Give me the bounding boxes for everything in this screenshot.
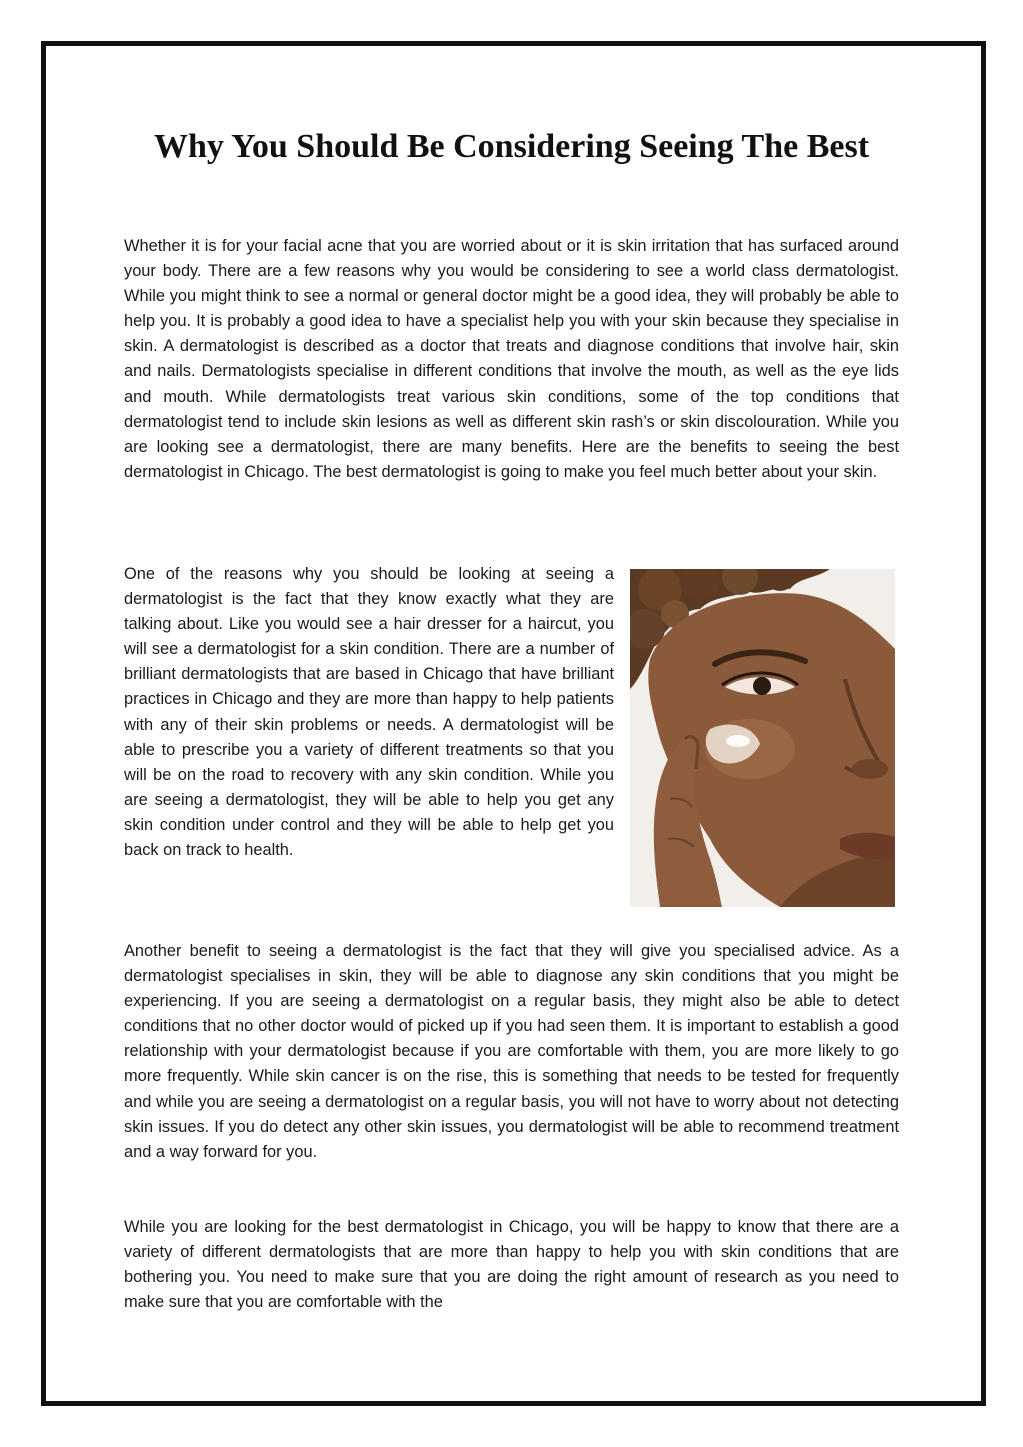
face-illustration-icon (630, 569, 895, 907)
paragraph-specialised-advice: Another benefit to seeing a dermatologist is the fact that they will give you specialised advice. As a dermatologist specialises in skin, they will be able to diagnose any skin conditions that you might be experiencing. If you are seeing a dermatologist on a regular basis, they might also be able to detect conditions that no other doctor would of picked up if you had seen them. It is important to establish a good relationship with your dermatologist because if you are comfortable with them, you are more likely to go more frequently. While skin cancer is on the rise, this is something that needs to be tested for frequently and while you are seeing a dermatologist on a regular basis, you will not have to worry about not detecting skin issues. If you do detect any other skin issues, you dermatologist will be able to recommend treatment and a way forward for you. (124, 942, 899, 1161)
woman-applying-skin-cream-photo (630, 569, 895, 907)
page-title: Why You Should Be Considering Seeing The Best (153, 128, 870, 165)
paragraph-intro: Whether it is for your facial acne that you are worried about or it is skin irritation that has surfaced around your body. There are a few reasons why you would be considering to see a world class dermatologist. While you might think to see a normal or general doctor might be a good idea, they will probably be able to help you. It is probably a good idea to have a specialist help you with your skin because they specialise in skin. A dermatologist is described as a doctor that treats and diagnose conditions that involve hair, skin and nails. Dermatologists specialise in different conditions that involve the mouth, as well as the eye lids and mouth. While dermatologists treat various skin conditions, some of the top conditions that dermatologist tend to include skin lesions as well as different skin rash’s or skin discolouration. While you are looking see a dermatologist, there are many benefits. Here are the benefits to seeing the best dermatologist in Chicago. The best dermatologist is going to make you feel much better about your skin. (124, 237, 899, 481)
paragraph-expertise: One of the reasons why you should be looking at seeing a dermatologist is the fact that they know exactly what they are talking about. Like you would see a hair dresser for a haircut, you will see a dermatologist for a skin condition. There are a number of brilliant dermatologists that are based in Chicago that have brilliant practices in Chicago and they are more than happy to help patients with any of their skin problems or needs. A dermatologist will be able to prescribe you a variety of different treatments so that you will be on the road to recovery with any skin condition. While you are seeing a dermatologist, they will be able to help you get any skin condition under control and they will be able to help get you back on track to health. (124, 565, 614, 860)
paragraph-chicago-dermatologists: While you are looking for the best dermatologist in Chicago, you will be happy to know that there are a variety of different dermatologists that are more than happy to help you with skin conditions that are bothering you. You need to make sure that you are doing the right amount of research as you need to make sure that you are comfortable with the (124, 1218, 899, 1312)
